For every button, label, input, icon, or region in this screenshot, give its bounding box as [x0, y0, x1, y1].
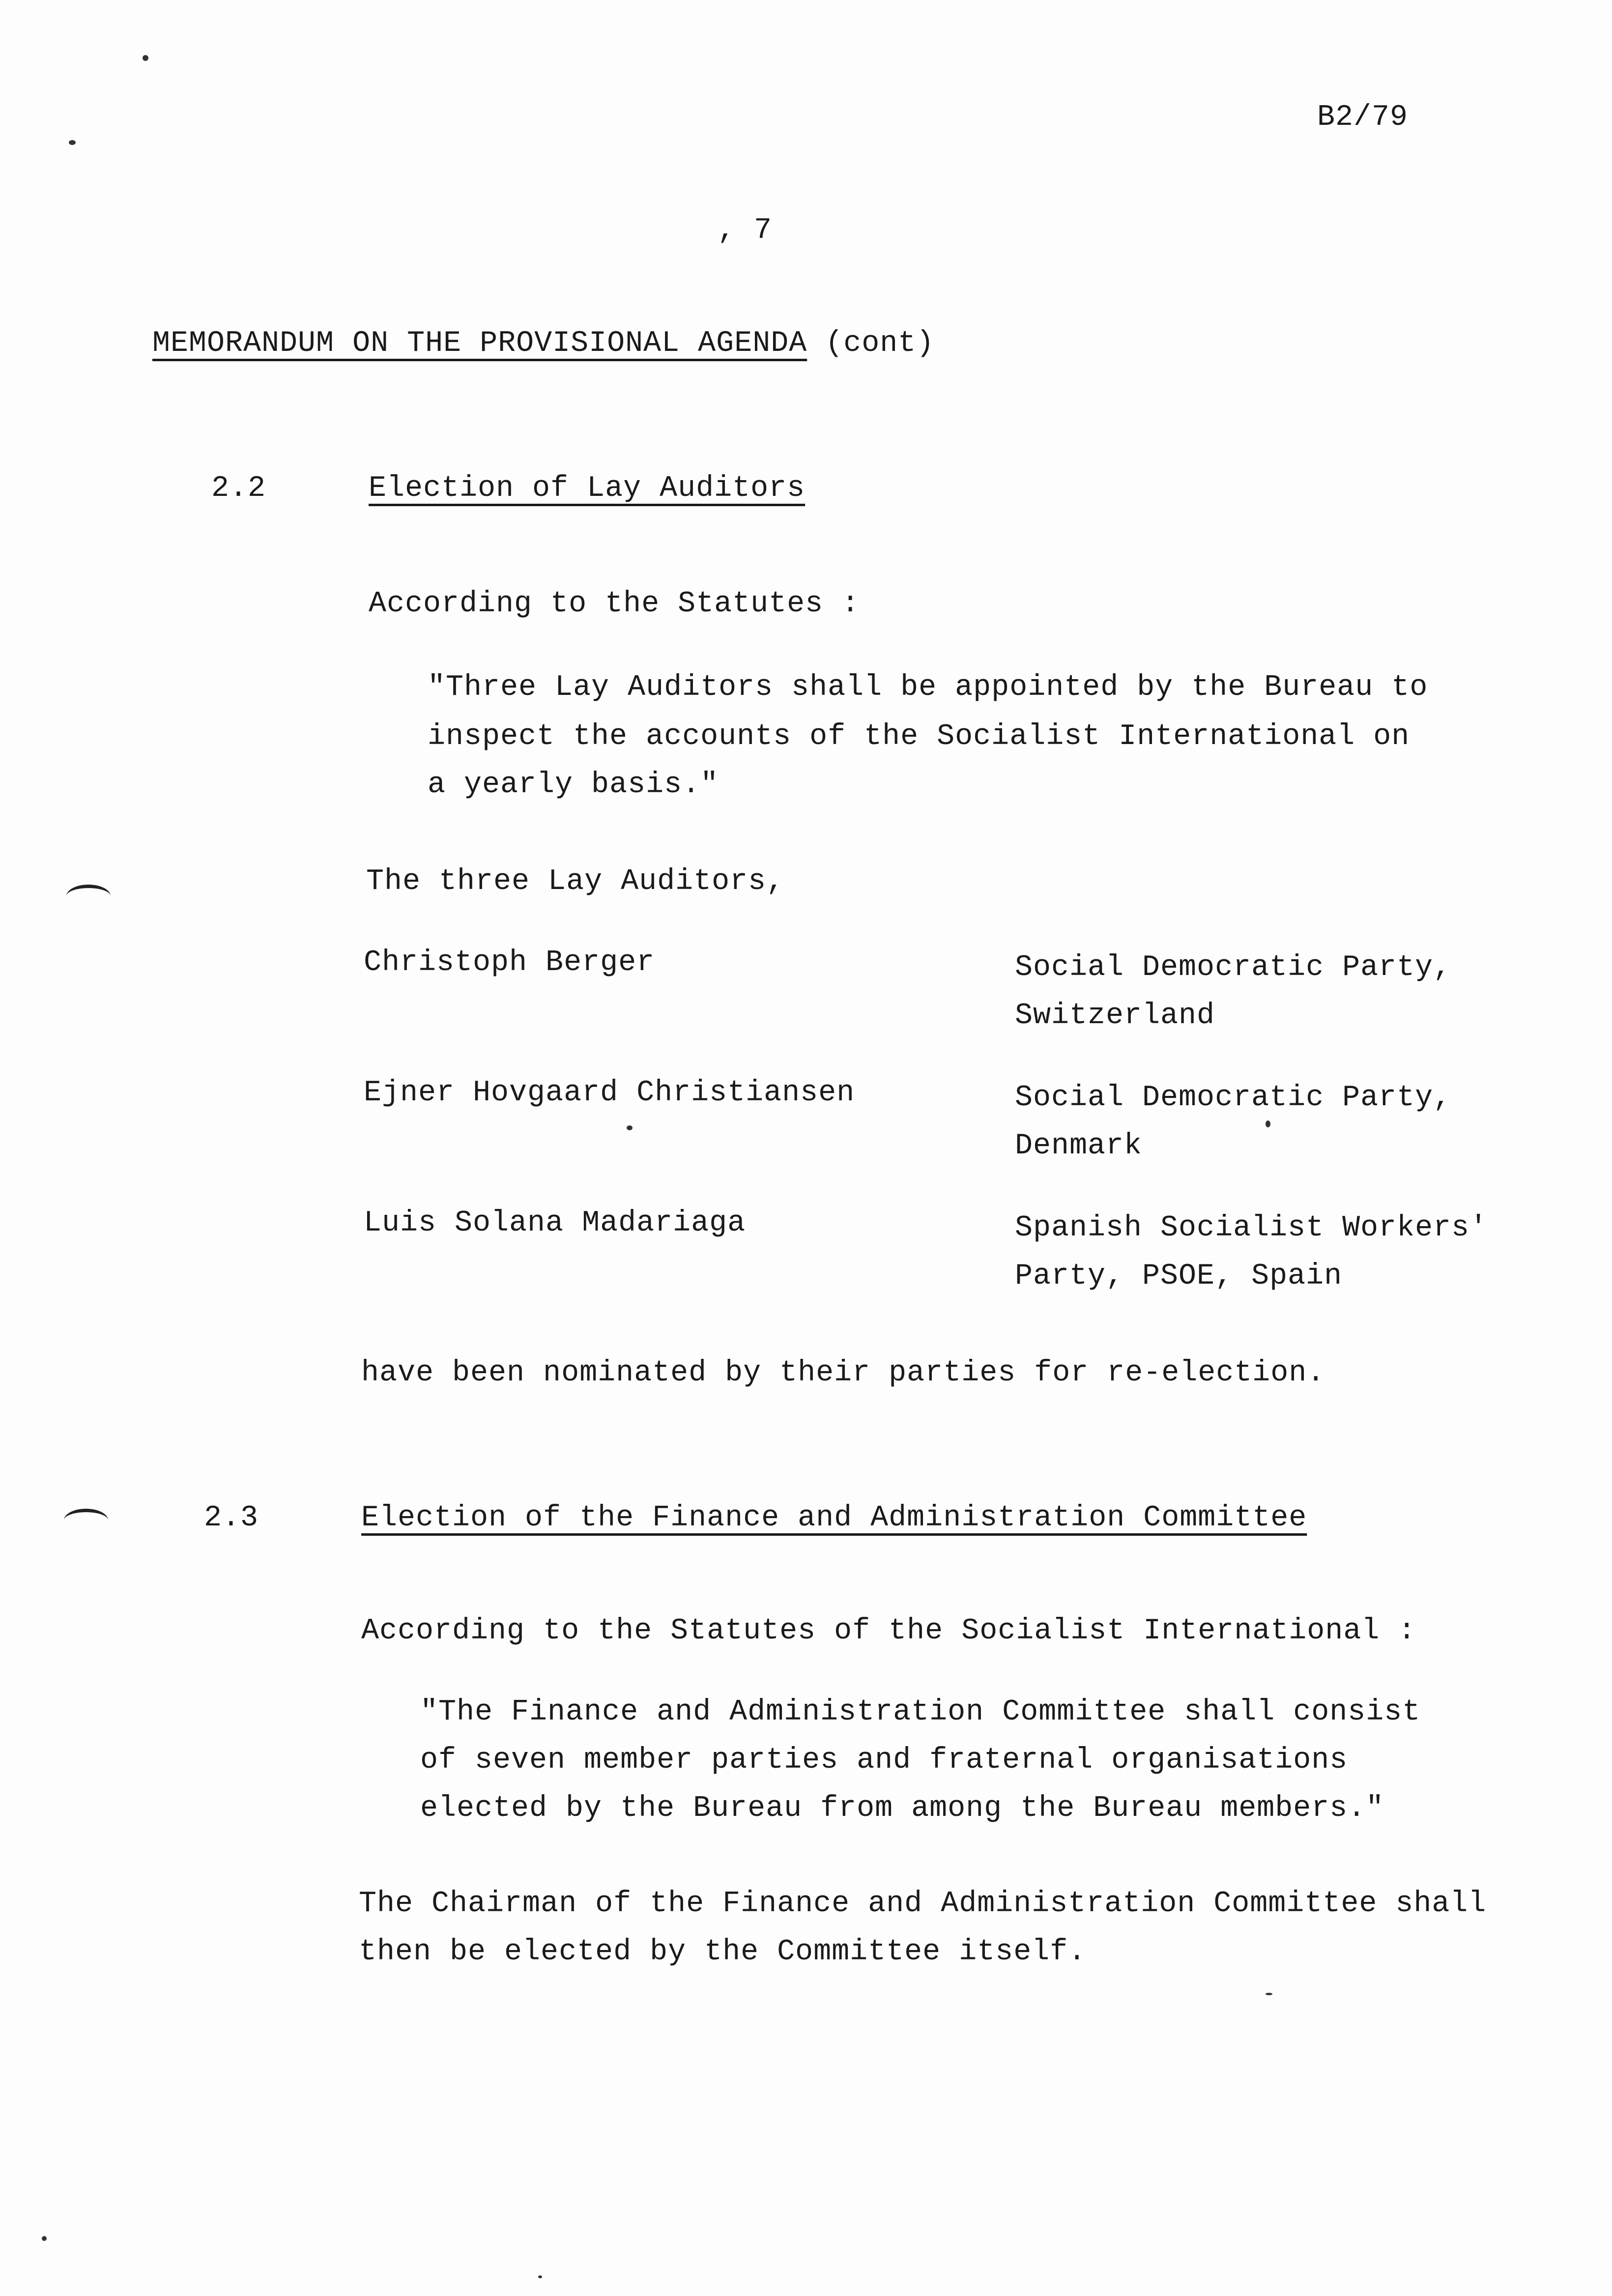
document-reference: B2/79	[1317, 101, 1409, 134]
memo-title: MEMORANDUM ON THE PROVISIONAL AGENDA	[152, 327, 807, 360]
closing-line: The Chairman of the Finance and Administration Committee shall	[359, 1887, 1487, 1921]
auditor-party: Switzerland	[1015, 999, 1215, 1033]
section-number-2-3: 2.3	[204, 1501, 259, 1535]
quote-line: inspect the accounts of the Socialist International on	[428, 720, 1410, 753]
scan-speck	[69, 140, 76, 145]
auditor-party: Social Democratic Party,	[1015, 1081, 1452, 1115]
section-number-2-2: 2.2	[211, 472, 266, 505]
quote-line: of seven member parties and fraternal organisations	[420, 1744, 1348, 1777]
section-closing-2-2: have been nominated by their parties for re-election.	[361, 1356, 1325, 1390]
scan-speck	[143, 55, 148, 61]
scan-speck	[1266, 1993, 1272, 1995]
auditor-name: Christoph Berger	[364, 946, 655, 979]
scan-speck	[627, 1125, 633, 1130]
quote-line: a yearly basis."	[428, 768, 719, 802]
auditor-name: Luis Solana Madariaga	[364, 1206, 746, 1240]
section-heading-2-2: Election of Lay Auditors	[369, 472, 806, 505]
section-intro-2-2: According to the Statutes :	[369, 587, 860, 621]
auditor-party: Social Democratic Party,	[1015, 951, 1452, 984]
auditors-lead: The three Lay Auditors,	[366, 865, 785, 898]
scan-speck	[538, 2275, 542, 2278]
quote-line: "The Finance and Administration Committee shall consist	[420, 1695, 1421, 1729]
scan-speck	[1266, 1120, 1270, 1127]
quote-line: elected by the Bureau from among the Bureau members."	[420, 1792, 1384, 1825]
quote-line: "Three Lay Auditors shall be appointed by the Bureau to	[428, 671, 1428, 704]
memo-title-line	[152, 319, 934, 368]
auditor-party: Spanish Socialist Workers'	[1015, 1211, 1488, 1245]
auditor-name: Ejner Hovgaard Christiansen	[364, 1076, 855, 1110]
memo-title-suffix: (cont)	[825, 327, 935, 360]
closing-line: then be elected by the Committee itself.	[359, 1935, 1087, 1969]
page-number: , 7	[718, 214, 773, 247]
punch-hole-mark	[64, 1509, 108, 1532]
punch-hole-mark	[66, 885, 111, 908]
section-intro-2-3: According to the Statutes of the Socialist International :	[361, 1614, 1416, 1648]
auditor-party: Denmark	[1015, 1129, 1143, 1163]
scan-speck	[42, 2236, 47, 2241]
section-heading-2-3: Election of the Finance and Administration Committee	[361, 1501, 1307, 1535]
auditor-party: Party, PSOE, Spain	[1015, 1260, 1343, 1293]
